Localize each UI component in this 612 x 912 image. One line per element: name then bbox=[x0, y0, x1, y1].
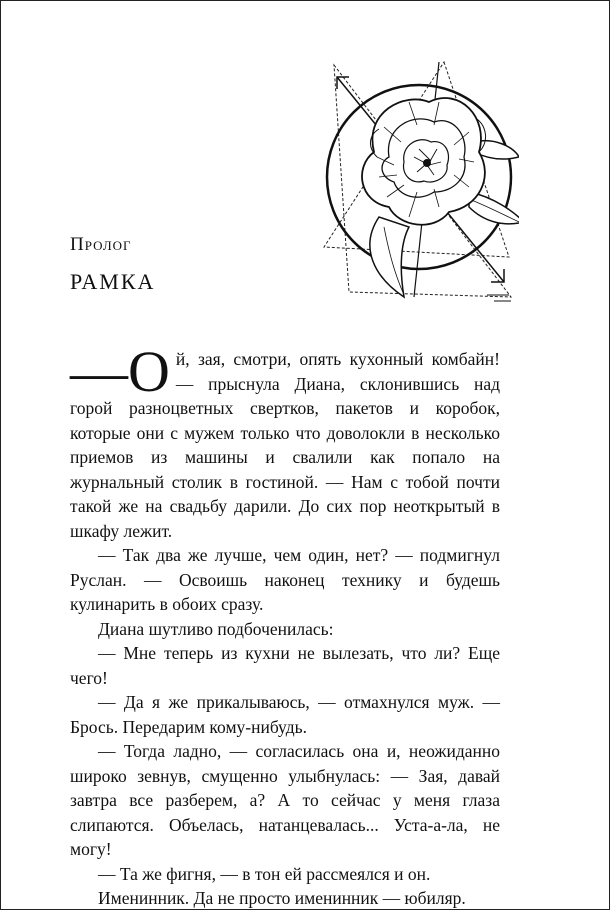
chapter-label: Пролог bbox=[70, 234, 132, 255]
peony-flower-geometric-icon bbox=[319, 57, 519, 307]
paragraph: — Так два же лучше, чем один, нет? — подмигнул Руслан. — Освоишь наконец технику и будешь кулинарить в обоих сразу. bbox=[70, 545, 500, 614]
paragraph: — Мне теперь из кухни не вылезать, что ли? Еще чего! bbox=[70, 643, 500, 688]
paragraph: Именинник. Да не просто именинник — юбиляр. bbox=[98, 888, 466, 908]
paragraph: — Да я же прикалываюсь, — отмахнулся муж. — Брось. Передарим кому-нибудь. bbox=[70, 692, 500, 737]
paragraph: — Та же фигня, — в тон ей рассмеялся и он. bbox=[98, 863, 431, 884]
paragraph bbox=[70, 339, 500, 543]
paragraph-text: й, зая, смотри, опять кухонный комбайн! — прыснула Диана, склонившись над горой разноцветных свертков, пакетов и коробок, которые они с мужем только что доволокли в несколько приемов из машины и свалили как попало на журнальный столик в гостиной. — Нам с тобой почти такой же на свадьбу дарили. До сих пор неоткрытый в шкафу лежит. bbox=[70, 349, 500, 541]
paragraph: — Тогда ладно, — согласилась она и, неожиданно широко зевнув, смущенно улыбнулась: — Зая, давай завтра все разберем, а? А то сейчас у меня глаза слипаются. Объелась, натанцевалась... Уста-а-ла, не могу! bbox=[70, 741, 500, 859]
chapter-title: РАМКА bbox=[70, 269, 156, 294]
paragraph: Диана шутливо подбоченилась: bbox=[98, 618, 334, 639]
drop-cap: —О bbox=[70, 339, 170, 404]
body-text bbox=[70, 339, 500, 911]
